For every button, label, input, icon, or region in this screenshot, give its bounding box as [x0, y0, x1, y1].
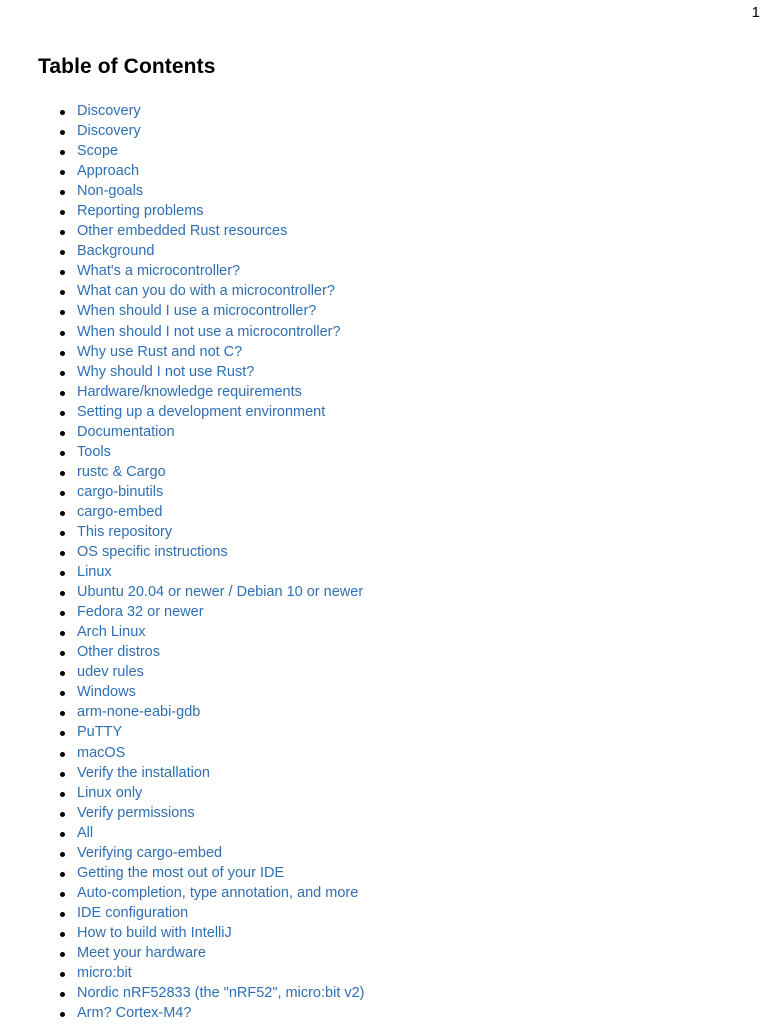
toc-list-item [57, 662, 365, 682]
toc-link[interactable]: Verify the installation [77, 764, 210, 781]
toc-list-item [57, 261, 365, 281]
toc-link[interactable]: IDE configuration [77, 904, 189, 921]
toc-list-item [57, 502, 365, 522]
toc-link[interactable]: Linux only [77, 784, 143, 801]
toc-list-item [57, 943, 365, 963]
toc-list-item [57, 141, 365, 161]
toc-link[interactable]: cargo-binutils [77, 483, 164, 500]
toc-list-item [57, 763, 365, 783]
toc-list-item [57, 402, 365, 422]
toc-list-item [57, 783, 365, 803]
toc-list-item [57, 362, 365, 382]
toc-list-item [57, 281, 365, 301]
toc-list-item [57, 622, 365, 642]
toc-link[interactable]: PuTTY [77, 724, 123, 741]
toc-list-item [57, 462, 365, 482]
toc-list-item [57, 301, 365, 321]
toc-link[interactable]: Approach [77, 163, 140, 180]
toc-list-item [57, 442, 365, 462]
toc-link[interactable]: When should I use a microcontroller? [77, 303, 317, 320]
toc-link[interactable]: All [77, 824, 94, 841]
toc-link[interactable]: How to build with IntelliJ [77, 924, 232, 941]
toc-link[interactable]: Fedora 32 or newer [77, 604, 204, 621]
toc-link[interactable]: Documentation [77, 423, 175, 440]
toc-list-item [57, 322, 365, 342]
toc-list-item [57, 602, 365, 622]
toc-link[interactable]: arm-none-eabi-gdb [77, 704, 201, 721]
toc-link[interactable]: macOS [77, 744, 126, 761]
toc-list-item [57, 382, 365, 402]
toc-list-item [57, 883, 365, 903]
toc-link[interactable]: Discovery [77, 103, 141, 119]
table-of-contents-list [57, 101, 365, 1023]
toc-link[interactable]: Non-goals [77, 183, 144, 200]
toc-link[interactable]: What's a microcontroller? [77, 263, 241, 280]
toc-list-item [57, 201, 365, 221]
toc-link[interactable]: Discovery [77, 123, 141, 140]
toc-link[interactable]: What can you do with a microcontroller? [77, 283, 335, 300]
toc-link[interactable]: Reporting problems [77, 203, 204, 220]
toc-link[interactable]: Verify permissions [77, 804, 195, 821]
toc-list-item [57, 803, 365, 823]
toc-list-item [57, 642, 365, 662]
toc-list-item [57, 121, 365, 141]
toc-list-item [57, 863, 365, 883]
toc-link[interactable]: Meet your hardware [77, 944, 206, 961]
toc-list-item [57, 241, 365, 261]
toc-list-item [57, 582, 365, 602]
toc-list-item [57, 903, 365, 923]
toc-link[interactable]: Verifying cargo-embed [77, 844, 223, 861]
toc-link[interactable]: Nordic nRF52833 (the "nRF52", micro:bit v2) [77, 985, 365, 1002]
toc-list-item [57, 1003, 365, 1023]
toc-list-item [57, 342, 365, 362]
toc-list-item [57, 823, 365, 843]
toc-list-item [57, 843, 365, 863]
toc-list-item [57, 522, 365, 542]
toc-link[interactable]: Getting the most out of your IDE [77, 864, 285, 881]
toc-link[interactable]: Scope [77, 143, 119, 160]
toc-link[interactable]: Tools [77, 443, 111, 460]
toc-list-item [57, 562, 365, 582]
toc-list-item [57, 722, 365, 742]
toc-list-item [57, 101, 365, 121]
toc-list-item [57, 221, 365, 241]
toc-link[interactable]: Why use Rust and not C? [77, 343, 243, 360]
toc-link[interactable]: Hardware/knowledge requirements [77, 383, 302, 400]
toc-list-item [57, 422, 365, 442]
toc-list-item [57, 923, 365, 943]
toc-link[interactable]: Setting up a development environment [77, 403, 326, 420]
toc-list-item [57, 161, 365, 181]
toc-link[interactable]: OS specific instructions [77, 544, 228, 561]
toc-link[interactable]: Windows [77, 684, 136, 701]
toc-link[interactable]: Other distros [77, 644, 160, 661]
toc-link[interactable]: This repository [77, 523, 173, 540]
page-number: 1 [751, 4, 760, 21]
page-title: Table of Contents [38, 55, 216, 78]
toc-list-item [57, 682, 365, 702]
toc-list-item [57, 542, 365, 562]
toc-list-item [57, 482, 365, 502]
toc-link[interactable]: Auto-completion, type annotation, and more [77, 884, 359, 901]
toc-link[interactable]: Why should I not use Rust? [77, 363, 255, 380]
toc-link[interactable]: Ubuntu 20.04 or newer / Debian 10 or newer [77, 584, 364, 601]
toc-link[interactable]: udev rules [77, 664, 144, 681]
toc-list-item [57, 702, 365, 722]
toc-list-item [57, 181, 365, 201]
toc-link[interactable]: Other embedded Rust resources [77, 223, 288, 240]
toc-list-item [57, 983, 365, 1003]
toc-link[interactable]: Background [77, 243, 155, 260]
toc-link[interactable]: cargo-embed [77, 503, 163, 520]
toc-link[interactable]: Arch Linux [77, 624, 146, 641]
toc-link[interactable]: Linux [77, 564, 112, 581]
toc-link[interactable]: rustc & Cargo [77, 463, 166, 480]
toc-link[interactable]: Arm? Cortex-M4? [77, 1005, 192, 1022]
toc-list-item [57, 743, 365, 763]
toc-link[interactable]: micro:bit [77, 965, 132, 982]
toc-link[interactable]: When should I not use a microcontroller? [77, 323, 341, 340]
toc-list-item [57, 963, 365, 983]
